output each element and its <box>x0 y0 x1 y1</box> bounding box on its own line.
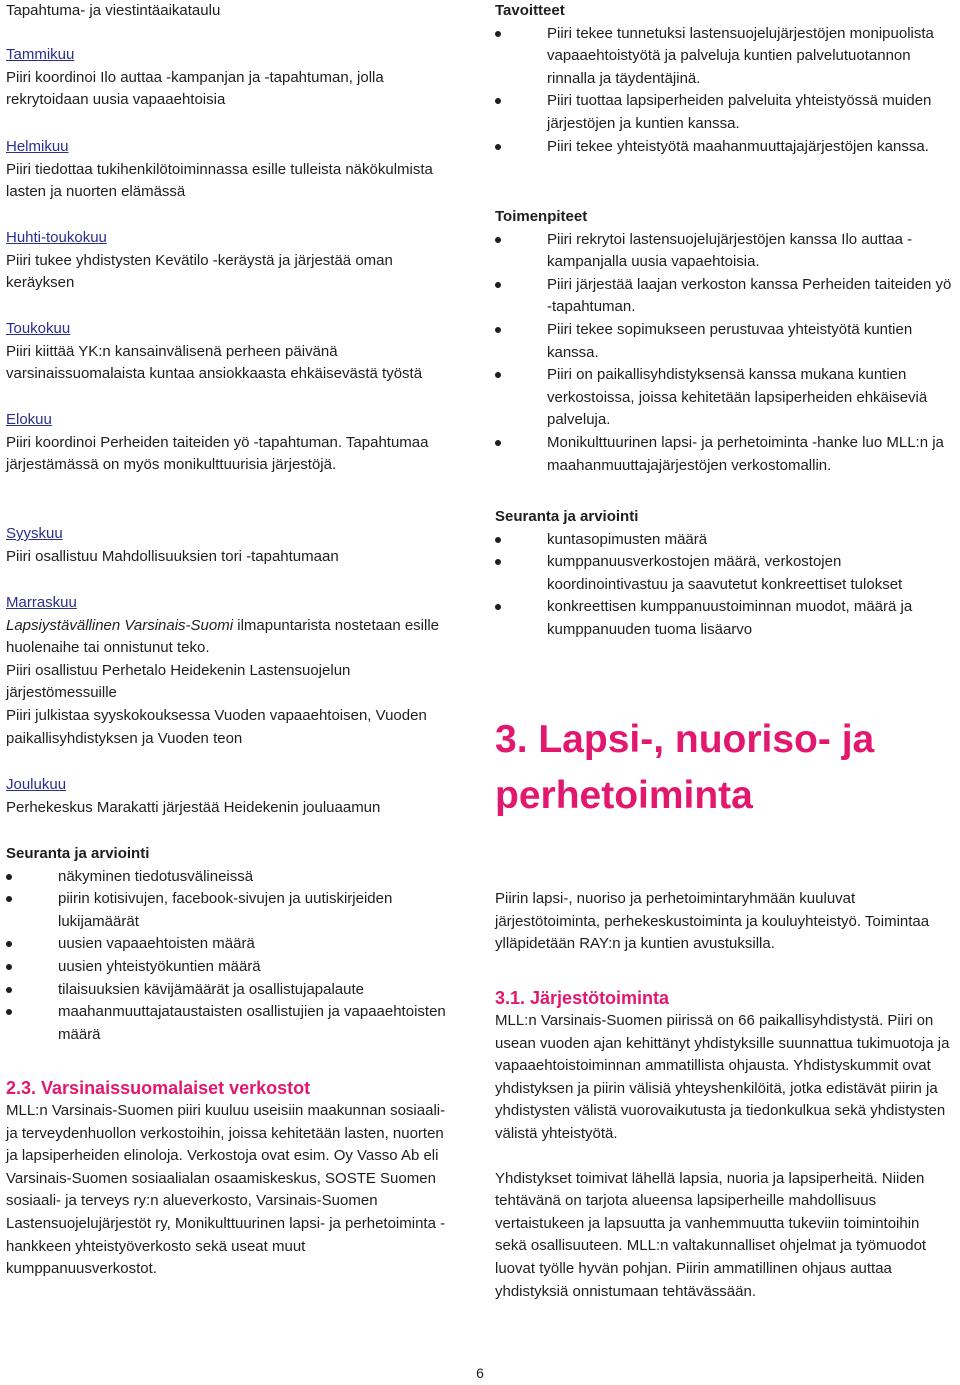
list-item: kuntasopimusten määrä <box>495 529 955 552</box>
month-text <box>6 615 458 660</box>
month-name: Huhti-toukokuu <box>6 229 107 246</box>
right-seuranta-block <box>495 506 955 642</box>
list-item: Piiri tuottaa lapsiperheiden palveluita yhteistyössä muiden järjestöjen ja kuntien kanssa. <box>495 90 955 135</box>
list-item: Piiri tekee sopimukseen perustuvaa yhteistyötä kuntien kanssa. <box>495 319 955 364</box>
page-number: 6 <box>476 1365 484 1381</box>
month-name: Joulukuu <box>6 776 67 793</box>
month-text: Piiri osallistuu Mahdollisuuksien tori -tapahtumaan <box>6 547 339 565</box>
month-name: Toukokuu <box>6 320 71 337</box>
section-jarjestotoiminta <box>495 986 955 1303</box>
section-body: MLL:n Varsinais-Suomen piiri kuuluu useisiin maakunnan sosiaali- ja terveydenhuollon verkostoihin, joissa kehitetään lasten, nuorten ja lapsiperheiden elinoloja. Verkostoja ovat esim. Oy Vasso Ab eli Varsinais-Suomen sosiaalialan osaamiskeskus, SOSTE Suomen sosiaali- ja terveys ry:n alueverkosto, Varsinais-Suomen Lastensuojelujärjestöt ry, Monikulttuurinen lapsi- ja perhetoiminta -hankkeen yhteistyöverkosto sekä useat muut kumppanuusverkostot. <box>6 1102 446 1278</box>
seuranta-list <box>6 866 458 1047</box>
list-item: maahanmuuttajataustaisten osallistujien ja vapaaehtoisten määrä <box>6 1001 458 1046</box>
section-paragraph-1: MLL:n Varsinais-Suomen piirissä on 66 paikallisyhdistystä. Piiri on usean vuoden ajan kehittänyt yhdistyksille suunnattua tukimuotoja ja vapaaehtoistoiminnan ammatillista ohjausta. Yhdistyskummit ovat yhdistyksen ja piirin välisiä yhteyshenkilöitä, jotka edistävät piirin ja yhdistysten välistä vuorovaikutusta ja tiedonkulkua sekä yhdistysten välistä yhteistyötä. <box>495 1012 950 1142</box>
tavoitteet-list <box>495 23 955 159</box>
toimenpiteet-list <box>495 229 955 478</box>
month-text: Perhekeskus Marakatti järjestää Heidekenin jouluaamun <box>6 798 381 816</box>
list-item: Piiri rekrytoi lastensuojelujärjestöjen kanssa Ilo auttaa -kampanjalla uusia vapaehtoisia. <box>495 229 955 274</box>
month-text-2: Piiri osallistuu Perhetalo Heidekenin Lastensuojelun järjestömessuille <box>6 661 351 702</box>
month-block-toukokuu <box>6 318 458 386</box>
month-block-huhti-toukokuu <box>6 227 458 295</box>
month-name: Tammikuu <box>6 46 75 63</box>
toimenpiteet-heading: Toimenpiteet <box>495 208 588 225</box>
month-text: Piiri tiedottaa tukihenkilötoiminnassa esille tulleista näkökulmista lasten ja nuorten elämässä <box>6 160 433 201</box>
month-text-rest: ilmapuntarista nostetaan esille huolenaihe tai onnistunut teko. <box>6 616 440 657</box>
month-text: Piiri koordinoi Perheiden taiteiden yö -tapahtuman. Tapahtumaa järjestämässä on myös monikulttuurisia järjestöjä. <box>6 433 429 474</box>
chapter-heading: 3. Lapsi-, nuoriso- ja perhetoiminta <box>495 718 875 817</box>
month-block-syyskuu <box>6 523 458 568</box>
list-item: Piiri on paikallisyhdistyksensä kanssa mukana kuntien verkostoissa, joissa kehitetään lapsiperheiden ehkäiseviä palveluja. <box>495 364 955 432</box>
campaign-name: Lapsiystävällinen Varsinais-Suomi <box>6 616 234 634</box>
seuranta-list <box>495 529 955 642</box>
list-item: piirin kotisivujen, facebook-sivujen ja uutiskirjeiden lukijamäärät <box>6 888 458 933</box>
section-paragraph-2: Yhdistykset toimivat lähellä lapsia, nuoria ja lapsiperheitä. Niiden tehtävänä on tarjota alueensa lapsiperheille mahdollisuus vertaistukeen ja lapsuutta ja vanhemmuutta tukeviin toimintoihin sekä osallisuuteen. MLL:n valtakunnalliset ohjelmat ja työmuodot luovat työlle hyvän pohjan. Piirin ammatillinen ohjaus auttaa yhdistyksiä onnistumaan tehtävässään. <box>495 1169 927 1300</box>
month-block-joulukuu <box>6 774 458 819</box>
list-item: Monikulttuurinen lapsi- ja perhetoiminta -hanke luo MLL:n ja maahanmuuttajajärjestöjen verkostomallin. <box>495 432 955 477</box>
month-name: Elokuu <box>6 411 52 428</box>
month-text: Piiri kiittää YK:n kansainvälisenä perheen päivänä varsinaissuomalaista kuntaa ansiokkaasta ehkäisevästä työstä <box>6 342 423 383</box>
section-heading: 3.1. Järjestötoiminta <box>495 988 670 1008</box>
month-name: Marraskuu <box>6 594 77 611</box>
month-text: Piiri tukee yhdistysten Kevätilo -keräystä ja järjestää oman keräyksen <box>6 251 393 292</box>
left-seuranta-block <box>6 843 458 1046</box>
list-item: Piiri tekee tunnetuksi lastensuojelujärjestöjen monipuolista vapaaehtoistyötä ja palveluja kuntien palvelutuotannon rinnalla ja täydentäjinä. <box>495 23 955 91</box>
list-item: uusien yhteistyökuntien määrä <box>6 956 458 979</box>
month-block-elokuu <box>6 409 458 477</box>
list-item: Piiri järjestää laajan verkoston kanssa Perheiden taiteiden yö -tapahtuman. <box>495 274 955 319</box>
month-name: Syyskuu <box>6 525 63 542</box>
chapter-intro: Piirin lapsi-, nuoriso ja perhetoimintaryhmään kuuluvat järjestötoiminta, perhekeskustoiminta ja kouluyhteistyö. Toimintaa ylläpidetään RAY:n ja kuntien avustuksilla. <box>495 890 930 953</box>
list-item: kumppanuusverkostojen määrä, verkostojen koordinointivastuu ja saavutetut konkreettiset tulokset <box>495 551 955 596</box>
seuranta-heading: Seuranta ja arviointi <box>495 508 639 525</box>
seuranta-heading: Seuranta ja arviointi <box>6 845 150 862</box>
list-item: uusien vapaaehtoisten määrä <box>6 933 458 956</box>
list-item: konkreettisen kumppanuustoiminnan muodot, määrä ja kumppanuuden tuoma lisäarvo <box>495 596 955 641</box>
section-verkostot <box>6 1076 458 1281</box>
list-item: Piiri tekee yhteistyötä maahanmuuttajajärjestöjen kanssa. <box>495 136 955 159</box>
month-block-tammikuu <box>6 44 458 112</box>
month-text: Piiri koordinoi Ilo auttaa -kampanjan ja -tapahtuman, jolla rekrytoidaan uusia vapaaehtoisia <box>6 68 384 109</box>
month-name: Helmikuu <box>6 138 69 155</box>
tavoitteet-block <box>495 0 955 158</box>
month-text-3: Piiri julkistaa syyskokouksessa Vuoden vapaaehtoisen, Vuoden paikallisyhdistyksen ja Vuoden teon <box>6 706 427 747</box>
month-block-marraskuu <box>6 592 458 750</box>
month-block-helmikuu <box>6 136 458 204</box>
list-item: näkyminen tiedotusvälineissä <box>6 866 458 889</box>
list-item: tilaisuuksien kävijämäärät ja osallistujapalaute <box>6 979 458 1002</box>
tavoitteet-heading: Tavoitteet <box>495 2 565 19</box>
toimenpiteet-block <box>495 206 955 477</box>
schedule-title: Tapahtuma- ja viestintäaikataulu <box>6 2 221 19</box>
section-heading: 2.3. Varsinaissuomalaiset verkostot <box>6 1078 311 1098</box>
